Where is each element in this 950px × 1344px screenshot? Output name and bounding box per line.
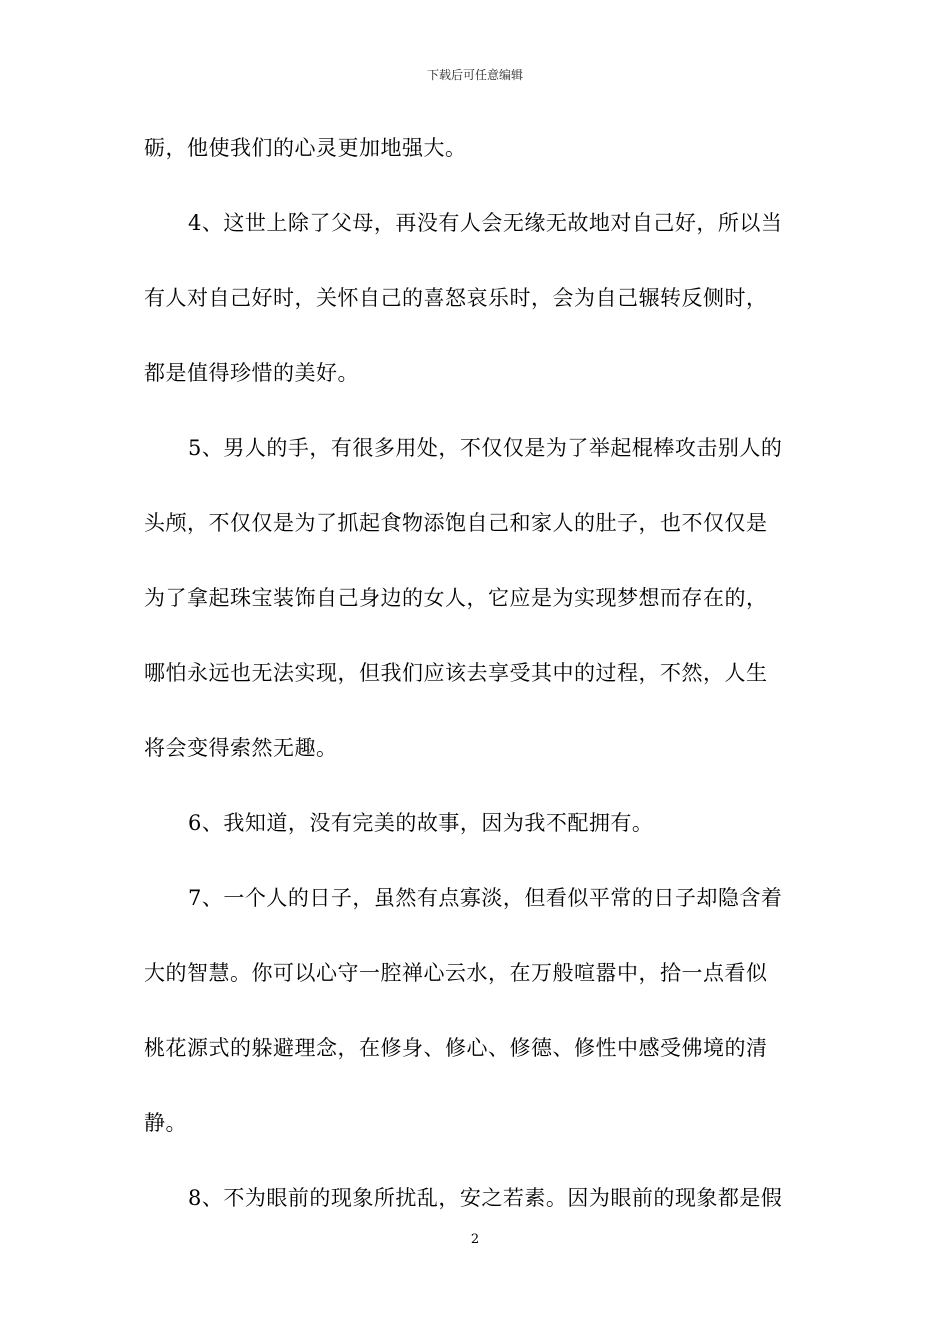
paragraph-8-line-1: 8、不为眼前的现象所扰乱，安之若素。因为眼前的现象都是假 [188, 1186, 783, 1210]
text-line: 静。 [144, 1111, 187, 1135]
text-line: 为了拿起珠宝装饰自己身边的女人，它应是为实现梦想而存在的， [144, 586, 768, 610]
text-line: 头颅，不仅仅是为了抓起食物添饱自己和家人的肚子，也不仅仅是 [144, 511, 768, 535]
paragraph-5-line-1: 5、男人的手，有很多用处，不仅仅是为了举起棍棒攻击别人的 [188, 436, 783, 460]
text-line: 大的智慧。你可以心守一腔禅心云水，在万般喧嚣中，拾一点看似 [144, 961, 768, 985]
text-line: 都是值得珍惜的美好。 [144, 361, 359, 385]
paragraph-6-line-1: 6、我知道，没有完美的故事，因为我不配拥有。 [188, 811, 654, 835]
text-line: 将会变得索然无趣。 [144, 736, 338, 760]
text-line: 有人对自己好时，关怀自己的喜怒哀乐时，会为自己辗转反侧时， [144, 286, 768, 310]
paragraph-7-line-1: 7、一个人的日子，虽然有点寡淡，但看似平常的日子却隐含着 [188, 886, 783, 910]
text-line: 砺，他使我们的心灵更加地强大。 [144, 136, 467, 160]
text-line: 桃花源式的躲避理念，在修身、修心、修德、修性中感受佛境的清 [144, 1036, 768, 1060]
text-line: 哪怕永远也无法实现，但我们应该去享受其中的过程，不然，人生 [144, 661, 768, 685]
page-header: 下载后可任意编辑 [426, 68, 523, 82]
document-body [144, 128, 809, 1253]
page-number: 2 [470, 1232, 480, 1247]
paragraph-4-line-1: 4、这世上除了父母，再没有人会无缘无故地对自己好，所以当 [188, 211, 783, 235]
